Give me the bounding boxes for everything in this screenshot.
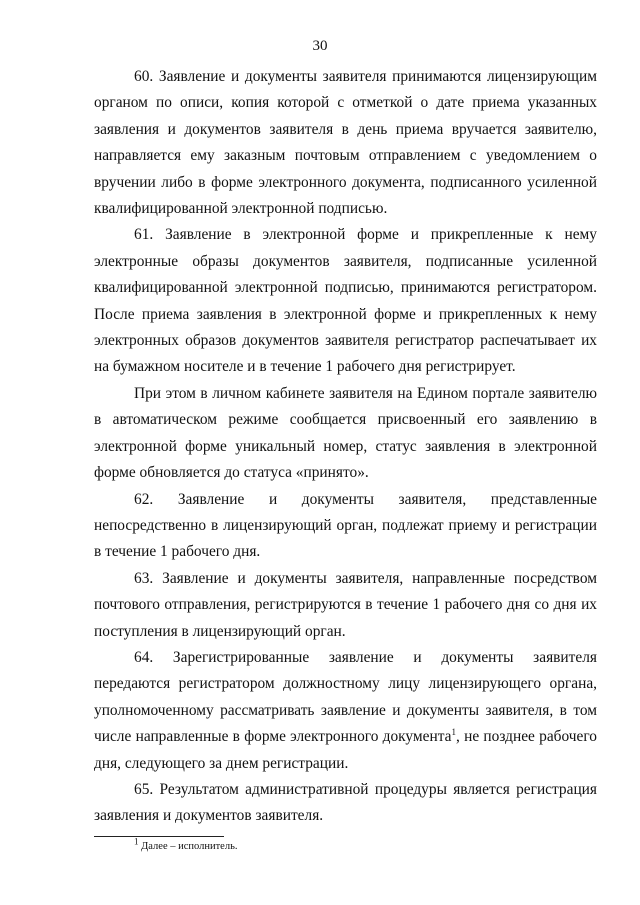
footnote-reference: 1 (451, 727, 456, 738)
footnote-mark: 1 (134, 836, 139, 847)
paragraph-61-continuation: При этом в личном кабинете заявителя на Едином портале заявителю в автоматическом режиме сообщается присвоенный его заявлению в электронной форме уникальный номер, статус заявления в электронной форме обновляется до статуса «принято». (94, 384, 597, 482)
paragraph-64 (94, 645, 597, 777)
document-body (94, 64, 597, 830)
footnote-text: Далее – исполнитель. (138, 841, 238, 852)
paragraph-65: 65. Результатом административной процедуры является регистрация заявления и документов заявителя. (94, 780, 597, 825)
page-number: 30 (312, 38, 328, 54)
paragraph-60: 60. Заявление и документы заявителя принимаются лицензирующим органом по описи, копия которой с отметкой о дате приема указанных заявления и документов заявителя в день приема вручается заявителю, направляется ему заказным почтовым отправлением с уведомлением о вручении либо в форме электронного документа, подписанного усиленной квалифицированной электронной подписью. (94, 68, 597, 218)
footnote (134, 836, 238, 854)
paragraph-61: 61. Заявление в электронной форме и прикрепленные к нему электронные образы документов заявителя, подписанные усиленной квалифицированной электронной подписью, принимаются регистратором. После приема заявления в электронной форме и прикрепленных к нему электронных образов документов заявителя регистратор распечатывает их на бумажном носителе и в течение 1 рабочего дня регистрирует. (94, 226, 597, 376)
paragraph-64-text: 64. Зарегистрированные заявление и документы заявителя передаются регистратором должностному лицу лицензирующего органа, уполномоченному рассматривать заявление и документы заявителя, в том числе направленные в форме электронного документа (94, 648, 597, 746)
footnote-divider (94, 836, 224, 837)
paragraph-64-ending: , не позднее рабочего дня, следующего за днем регистрации. (94, 728, 597, 772)
paragraph-62: 62. Заявление и документы заявителя, представленные непосредственно в лицензирующий орган, подлежат приему и регистрации в течение 1 рабочего дня. (94, 490, 597, 561)
paragraph-63: 63. Заявление и документы заявителя, направленные посредством почтового отправления, регистрируются в течение 1 рабочего дня со дня их поступления в лицензирующий орган. (94, 569, 597, 640)
